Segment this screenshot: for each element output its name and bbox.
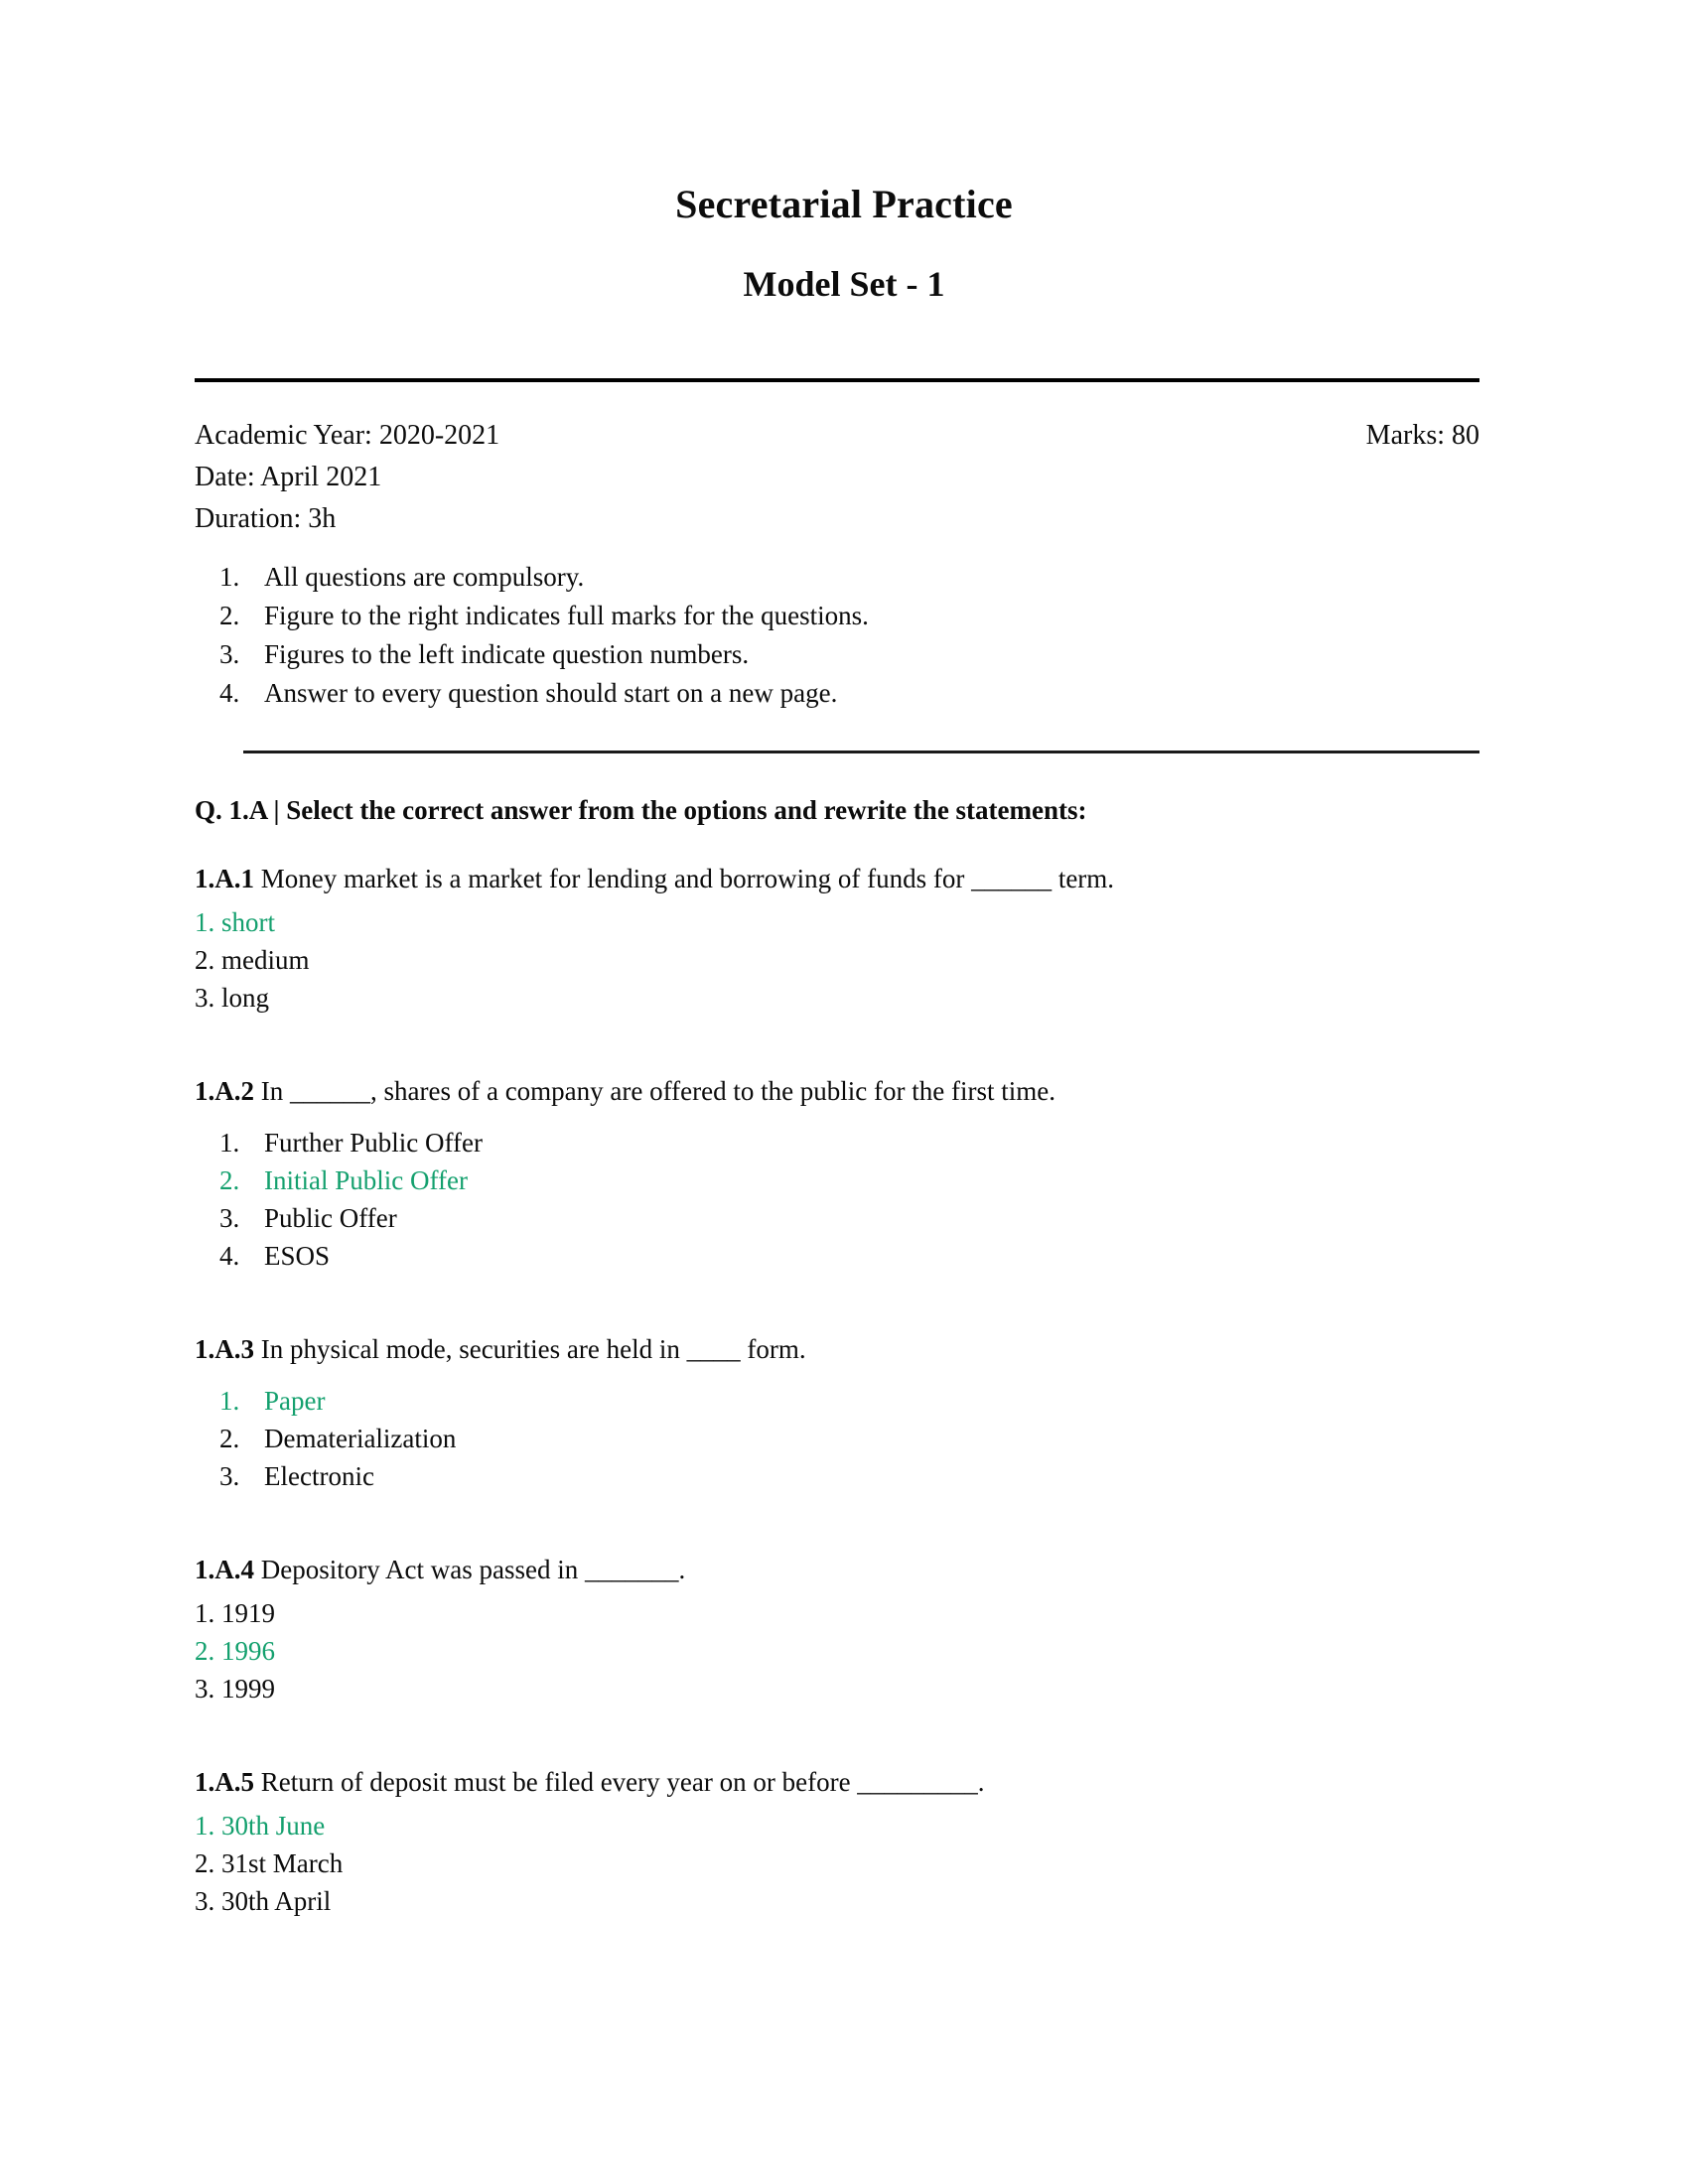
question-text: In physical mode, securities are held in ____ form. [254,1334,806,1364]
spacer [195,1737,1539,1763]
instructions-list [195,558,1479,713]
exam-metadata [195,415,1479,540]
option-item[interactable]: 1. Further Public Offer [246,1124,1539,1161]
question-text: Depository Act was passed in _______. [254,1555,686,1584]
option-item[interactable]: 2. 1996 [195,1636,275,1666]
question-block [195,1763,1539,1920]
date-text: Date: April 2021 [195,462,382,492]
section-heading: Q. 1.A | Select the correct answer from the options and rewrite the statements: [195,795,1087,825]
option-list [195,903,1539,1017]
option-list [195,1594,1539,1707]
question-stem [195,860,1539,897]
header-divider-top [195,378,1479,382]
option-item[interactable]: 3. Electronic [246,1457,1539,1495]
page-subtitle: Model Set - 1 [743,264,945,304]
question-stem [195,1763,1539,1801]
option-list [195,1124,1539,1275]
question-number: 1.A.1 [195,864,254,893]
option-item[interactable]: 3. 30th April [195,1886,332,1916]
question-stem [195,1330,1539,1368]
option-list [195,1382,1539,1495]
question-stem [195,1551,1539,1588]
metadata-row-date [195,457,1479,498]
list-item: 2. Figure to the right indicates full marks for the questions. [246,597,1479,635]
option-item[interactable]: 3. long [195,983,270,1013]
option-item[interactable]: 3. Public Offer [246,1199,1539,1237]
option-item[interactable]: 3. 1999 [195,1674,275,1704]
option-item[interactable]: 2. Dematerialization [246,1420,1539,1457]
metadata-row-academic-year [195,415,1479,457]
option-item[interactable]: 1. Paper [246,1382,1539,1420]
question-block [195,1330,1539,1495]
duration-text: Duration: 3h [195,503,337,534]
header-divider-bottom [243,751,1479,753]
option-list [195,1807,1539,1920]
option-item[interactable]: 1. 30th June [195,1811,326,1841]
list-item: 3. Figures to the left indicate question numbers. [246,635,1479,674]
question-block [195,860,1539,1017]
question-number: 1.A.3 [195,1334,254,1364]
question-text: Return of deposit must be filed every year on or before _________. [254,1767,985,1797]
option-item[interactable]: 4. ESOS [246,1237,1539,1275]
option-item[interactable]: 2. 31st March [195,1848,344,1878]
metadata-row-duration [195,498,1479,540]
option-item[interactable]: 1. short [195,907,275,937]
option-item[interactable]: 2. medium [195,945,310,975]
question-number: 1.A.2 [195,1076,254,1106]
question-text: In ______, shares of a company are offered to the public for the first time. [254,1076,1055,1106]
option-item[interactable]: 2. Initial Public Offer [246,1161,1539,1199]
page-title: Secretarial Practice [675,182,1013,226]
question-number: 1.A.4 [195,1555,254,1584]
spacer [195,1046,1539,1072]
spacer [195,1525,1539,1551]
list-item: 4. Answer to every question should start on a new page. [246,674,1479,713]
option-item[interactable]: 1. 1919 [195,1598,275,1628]
academic-year-text: Academic Year: 2020-2021 [195,420,500,451]
spacer [195,1304,1539,1330]
question-text: Money market is a market for lending and borrowing of funds for ______ term. [254,864,1115,893]
title-block [139,0,1549,302]
list-item: 1. All questions are compulsory. [246,558,1479,597]
question-block [195,1072,1539,1275]
question-number: 1.A.5 [195,1767,254,1797]
questions-content [195,792,1539,1950]
question-block [195,1551,1539,1707]
question-stem [195,1072,1539,1110]
marks-text: Marks: 80 [1365,420,1479,451]
